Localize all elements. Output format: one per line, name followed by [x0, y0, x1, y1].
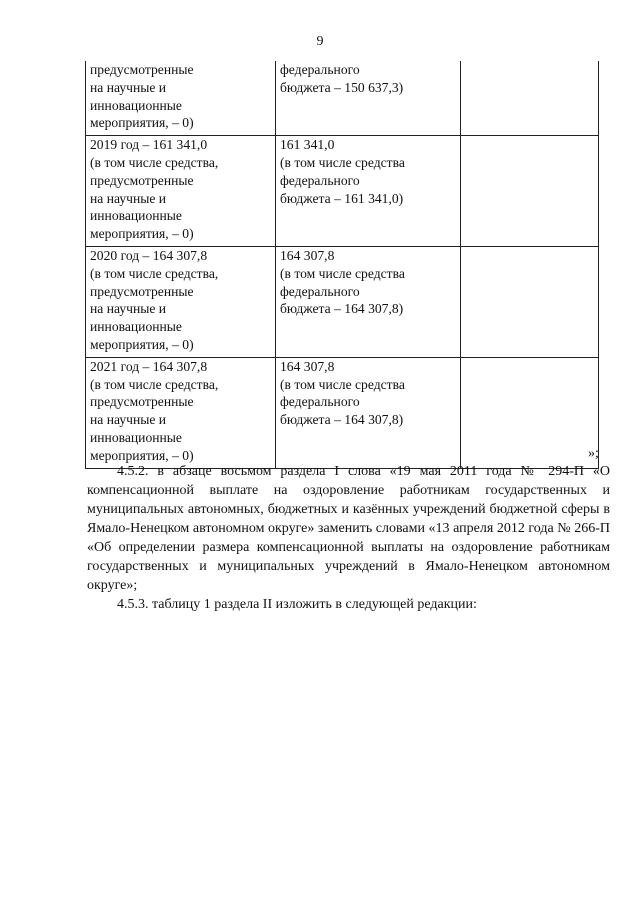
table-cell-empty: [461, 246, 599, 357]
table-row: [86, 357, 599, 468]
table-row: [86, 246, 599, 357]
table-cell-period: предусмотренные на научные и инновационные мероприятия, – 0): [86, 61, 276, 136]
table-closing-quote: »;: [588, 446, 599, 461]
table-cell-empty: [461, 357, 599, 468]
table-cell-amount: федерального бюджета – 150 637,3): [276, 61, 461, 136]
table-cell-amount: 164 307,8 (в том числе средства федерального бюджета – 164 307,8): [276, 357, 461, 468]
paragraph-4-5-2: 4.5.2. в абзаце восьмом раздела I слова «19 мая 2011 года № 294-П «О компенсационной выплате на оздоровление работникам государственных и муниципальных автономных, бюджетных и казённых учреждений бюджетной сферы в Ямало-Ненецком автономном округе» заменить словами «13 апреля 2012 года № 266-П «Об определении размера компенсационной выплаты на оздоровление работникам государственных и муниципальных учреждений в Ямало-Ненецком автономном округе»;: [87, 464, 610, 593]
document-body: [87, 462, 610, 614]
table-row: [86, 136, 599, 247]
table-cell-period: 2020 год – 164 307,8 (в том числе средства, предусмотренные на научные и инновационные мероприятия, – 0): [86, 246, 276, 357]
paragraph-4-5-3: 4.5.3. таблицу 1 раздела II изложить в следующей редакции:: [117, 597, 477, 612]
budget-table: [85, 61, 599, 469]
page-number: 9: [316, 34, 324, 49]
table-cell-amount: 164 307,8 (в том числе средства федерального бюджета – 164 307,8): [276, 246, 461, 357]
table-row: [86, 61, 599, 136]
table-cell-period: 2021 год – 164 307,8 (в том числе средства, предусмотренные на научные и инновационные мероприятия, – 0): [86, 357, 276, 468]
table-cell-period: 2019 год – 161 341,0 (в том числе средства, предусмотренные на научные и инновационные мероприятия, – 0): [86, 136, 276, 247]
table-cell-amount: 161 341,0 (в том числе средства федерального бюджета – 161 341,0): [276, 136, 461, 247]
table-cell-empty: [461, 136, 599, 247]
table-cell-empty: [461, 61, 599, 136]
table-body: [86, 61, 599, 468]
